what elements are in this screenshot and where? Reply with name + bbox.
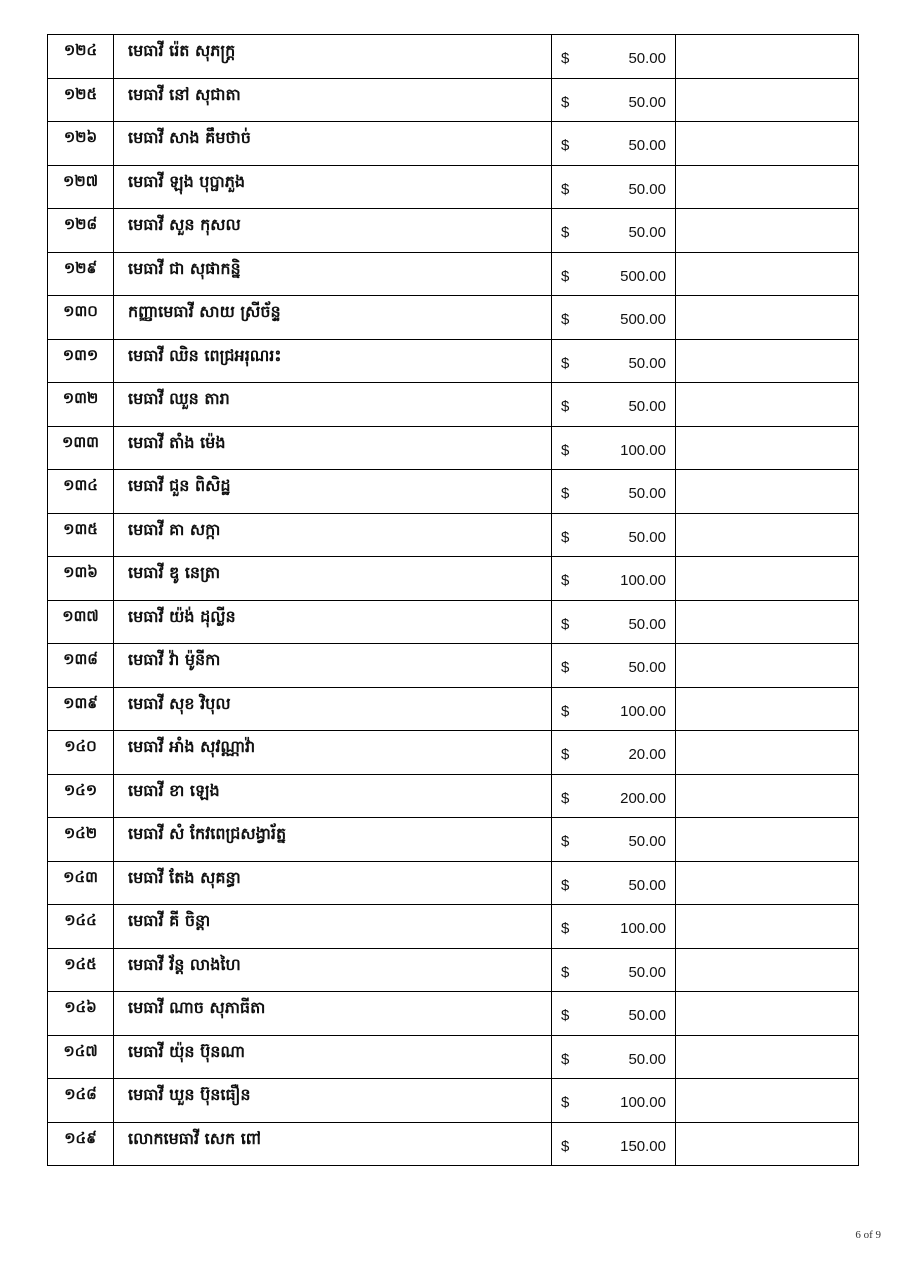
table-row bbox=[48, 774, 859, 818]
currency-symbol: $ bbox=[561, 702, 570, 720]
row-number: ១៤៩ bbox=[48, 1122, 114, 1166]
donor-name: មេធាវី រ៉េត សុភក្រ្ត bbox=[114, 35, 552, 79]
currency-symbol: $ bbox=[561, 441, 570, 459]
donation-amount: 100.00 bbox=[620, 920, 666, 937]
table-row bbox=[48, 383, 859, 427]
table-row bbox=[48, 426, 859, 470]
donation-amount-cell bbox=[552, 774, 676, 818]
table-row bbox=[48, 470, 859, 514]
donation-amount: 50.00 bbox=[628, 833, 666, 850]
donation-amount-cell bbox=[552, 1035, 676, 1079]
donation-amount: 50.00 bbox=[628, 224, 666, 241]
note-cell bbox=[676, 818, 859, 862]
currency-symbol: $ bbox=[561, 615, 570, 633]
currency-symbol: $ bbox=[561, 920, 570, 937]
donation-amount-cell bbox=[552, 600, 676, 644]
row-number: ១៣៧ bbox=[48, 600, 114, 644]
donation-amount: 50.00 bbox=[628, 1007, 666, 1024]
donor-name: មេធាវី នៅ សុជាតា bbox=[114, 78, 552, 122]
note-cell bbox=[676, 1122, 859, 1166]
note-cell bbox=[676, 687, 859, 731]
donor-name: មេធាវី គា សក្កា bbox=[114, 513, 552, 557]
donation-amount-cell bbox=[552, 513, 676, 557]
currency-symbol: $ bbox=[561, 180, 570, 198]
row-number: ១២៨ bbox=[48, 209, 114, 253]
donation-amount-cell bbox=[552, 339, 676, 383]
donation-amount: 50.00 bbox=[628, 1050, 666, 1068]
note-cell bbox=[676, 296, 859, 340]
currency-symbol: $ bbox=[561, 1007, 570, 1024]
donor-name: មេធាវី វ័ន្ត លាងហៃ bbox=[114, 948, 552, 992]
donation-amount: 50.00 bbox=[628, 485, 666, 502]
donation-amount: 200.00 bbox=[620, 789, 666, 807]
donation-amount-cell bbox=[552, 644, 676, 688]
donation-amount-cell bbox=[552, 426, 676, 470]
note-cell bbox=[676, 383, 859, 427]
donor-name: មេធាវី វ៉ា ម៉ូនីកា bbox=[114, 644, 552, 688]
currency-symbol: $ bbox=[561, 659, 570, 676]
row-number: ១៤៧ bbox=[48, 1035, 114, 1079]
table-row bbox=[48, 992, 859, 1036]
currency-symbol: $ bbox=[561, 789, 570, 807]
note-cell bbox=[676, 731, 859, 775]
page-number: 6 of 9 bbox=[855, 1229, 881, 1241]
currency-symbol: $ bbox=[561, 1050, 570, 1068]
note-cell bbox=[676, 905, 859, 949]
row-number: ១៤០ bbox=[48, 731, 114, 775]
donation-amount-cell bbox=[552, 557, 676, 601]
note-cell bbox=[676, 426, 859, 470]
donation-amount: 100.00 bbox=[620, 572, 666, 589]
table-row bbox=[48, 1079, 859, 1123]
donor-name: មេធាវី ឈួន តារា bbox=[114, 383, 552, 427]
donation-amount: 50.00 bbox=[628, 50, 666, 67]
donation-amount: 20.00 bbox=[628, 746, 666, 763]
donation-amount: 500.00 bbox=[620, 311, 666, 328]
currency-symbol: $ bbox=[561, 1137, 570, 1155]
donor-name: លោកមេធាវី សេក ពៅ bbox=[114, 1122, 552, 1166]
currency-symbol: $ bbox=[561, 354, 570, 372]
row-number: ១២៦ bbox=[48, 122, 114, 166]
row-number: ១៣៥ bbox=[48, 513, 114, 557]
row-number: ១៤១ bbox=[48, 774, 114, 818]
row-number: ១២៤ bbox=[48, 35, 114, 79]
donor-name: មេធាវី ឌូ នេត្រា bbox=[114, 557, 552, 601]
donor-name: មេធាវី យ៉ង់ ដុល្លីន bbox=[114, 600, 552, 644]
donor-table-body bbox=[48, 35, 859, 1166]
table-row bbox=[48, 731, 859, 775]
currency-symbol: $ bbox=[561, 528, 570, 546]
note-cell bbox=[676, 644, 859, 688]
donation-amount-cell bbox=[552, 122, 676, 166]
donor-name: មេធាវី សាង គឹមថាច់ bbox=[114, 122, 552, 166]
table-row bbox=[48, 687, 859, 731]
donor-name: កញ្ញាមេធាវី សាយ ស្រីច័ន្ទ bbox=[114, 296, 552, 340]
donation-amount: 100.00 bbox=[620, 702, 666, 720]
donation-amount: 100.00 bbox=[620, 1094, 666, 1111]
donor-name: មេធាវី សំ កែវពេជ្រសង្វារ័ត្ន bbox=[114, 818, 552, 862]
donor-name: មេធាវី ជួន ពិសិដ្ឋ bbox=[114, 470, 552, 514]
currency-symbol: $ bbox=[561, 572, 570, 589]
note-cell bbox=[676, 122, 859, 166]
table-row bbox=[48, 296, 859, 340]
donation-amount-cell bbox=[552, 731, 676, 775]
donation-amount: 50.00 bbox=[628, 137, 666, 154]
note-cell bbox=[676, 1035, 859, 1079]
row-number: ១៣៦ bbox=[48, 557, 114, 601]
donation-amount-cell bbox=[552, 35, 676, 79]
row-number: ១៤៤ bbox=[48, 905, 114, 949]
note-cell bbox=[676, 600, 859, 644]
row-number: ១៣១ bbox=[48, 339, 114, 383]
currency-symbol: $ bbox=[561, 50, 570, 67]
currency-symbol: $ bbox=[561, 746, 570, 763]
row-number: ១៣៨ bbox=[48, 644, 114, 688]
donor-name: មេធាវី យ៉ុន ប៊ុនណា bbox=[114, 1035, 552, 1079]
donation-amount: 100.00 bbox=[620, 441, 666, 459]
currency-symbol: $ bbox=[561, 93, 570, 111]
row-number: ១៤៦ bbox=[48, 992, 114, 1036]
note-cell bbox=[676, 557, 859, 601]
row-number: ១៣៤ bbox=[48, 470, 114, 514]
donor-name: មេធាវី គី ចិន្តា bbox=[114, 905, 552, 949]
donation-amount-cell bbox=[552, 687, 676, 731]
table-row bbox=[48, 818, 859, 862]
table-row bbox=[48, 165, 859, 209]
donor-name: មេធាវី ខា ឡេង bbox=[114, 774, 552, 818]
row-number: ១២៧ bbox=[48, 165, 114, 209]
donation-amount: 50.00 bbox=[628, 615, 666, 633]
donation-amount-cell bbox=[552, 383, 676, 427]
donor-name: មេធាវី ឡុង បុប្ផាភួង bbox=[114, 165, 552, 209]
note-cell bbox=[676, 774, 859, 818]
donation-amount-cell bbox=[552, 296, 676, 340]
donation-amount-cell bbox=[552, 1079, 676, 1123]
currency-symbol: $ bbox=[561, 224, 570, 241]
row-number: ១៣០ bbox=[48, 296, 114, 340]
donation-amount: 50.00 bbox=[628, 93, 666, 111]
donation-amount: 150.00 bbox=[620, 1137, 666, 1155]
donation-amount-cell bbox=[552, 948, 676, 992]
note-cell bbox=[676, 209, 859, 253]
currency-symbol: $ bbox=[561, 485, 570, 502]
donation-amount: 50.00 bbox=[628, 354, 666, 372]
donation-amount: 50.00 bbox=[628, 398, 666, 415]
table-row bbox=[48, 557, 859, 601]
donor-name: មេធាវី ឃួន ប៊ុនធឿន bbox=[114, 1079, 552, 1123]
donor-name: មេធាវី អាំង សុវណ្ណាវ៉ា bbox=[114, 731, 552, 775]
row-number: ១៣៩ bbox=[48, 687, 114, 731]
donor-name: មេធាវី តែង សុគន្ធា bbox=[114, 861, 552, 905]
currency-symbol: $ bbox=[561, 398, 570, 415]
donation-amount-cell bbox=[552, 905, 676, 949]
currency-symbol: $ bbox=[561, 311, 570, 328]
note-cell bbox=[676, 948, 859, 992]
row-number: ១៣២ bbox=[48, 383, 114, 427]
donation-amount-cell bbox=[552, 992, 676, 1036]
table-row bbox=[48, 861, 859, 905]
note-cell bbox=[676, 78, 859, 122]
note-cell bbox=[676, 861, 859, 905]
donation-amount: 50.00 bbox=[628, 963, 666, 981]
donor-name: មេធាវី ឈិន ពេជ្រអរុណរះ bbox=[114, 339, 552, 383]
row-number: ១៤២ bbox=[48, 818, 114, 862]
table-row bbox=[48, 209, 859, 253]
table-row bbox=[48, 948, 859, 992]
currency-symbol: $ bbox=[561, 137, 570, 154]
note-cell bbox=[676, 513, 859, 557]
donation-amount-cell bbox=[552, 209, 676, 253]
donation-amount-cell bbox=[552, 78, 676, 122]
row-number: ១៣៣ bbox=[48, 426, 114, 470]
note-cell bbox=[676, 35, 859, 79]
donation-amount-cell bbox=[552, 1122, 676, 1166]
donation-amount: 50.00 bbox=[628, 659, 666, 676]
donation-amount-cell bbox=[552, 861, 676, 905]
currency-symbol: $ bbox=[561, 963, 570, 981]
table-row bbox=[48, 78, 859, 122]
table-row bbox=[48, 644, 859, 688]
currency-symbol: $ bbox=[561, 876, 570, 894]
table-row bbox=[48, 1035, 859, 1079]
currency-symbol: $ bbox=[561, 833, 570, 850]
note-cell bbox=[676, 165, 859, 209]
table-row bbox=[48, 905, 859, 949]
donor-name: មេធាវី ណាច សុភាធីតា bbox=[114, 992, 552, 1036]
note-cell bbox=[676, 470, 859, 514]
donation-amount: 50.00 bbox=[628, 180, 666, 198]
donor-name: មេធាវី សុខ វិបុល bbox=[114, 687, 552, 731]
row-number: ១២៩ bbox=[48, 252, 114, 296]
table-row bbox=[48, 513, 859, 557]
donor-name: មេធាវី សួន កុសល bbox=[114, 209, 552, 253]
donor-name: មេធាវី ជា សុផាកន្និ bbox=[114, 252, 552, 296]
donation-amount: 50.00 bbox=[628, 528, 666, 546]
table-row bbox=[48, 252, 859, 296]
donation-amount-cell bbox=[552, 165, 676, 209]
donation-amount-cell bbox=[552, 252, 676, 296]
donation-amount-cell bbox=[552, 818, 676, 862]
row-number: ១៤៨ bbox=[48, 1079, 114, 1123]
currency-symbol: $ bbox=[561, 1094, 570, 1111]
note-cell bbox=[676, 339, 859, 383]
note-cell bbox=[676, 1079, 859, 1123]
table-row bbox=[48, 600, 859, 644]
table-row bbox=[48, 35, 859, 79]
note-cell bbox=[676, 992, 859, 1036]
row-number: ១៤៣ bbox=[48, 861, 114, 905]
table-row bbox=[48, 339, 859, 383]
currency-symbol: $ bbox=[561, 267, 570, 285]
row-number: ១២៥ bbox=[48, 78, 114, 122]
row-number: ១៤៥ bbox=[48, 948, 114, 992]
donor-table bbox=[47, 34, 859, 1166]
donation-amount: 50.00 bbox=[628, 876, 666, 894]
donor-name: មេធាវី តាំង ម៉េង bbox=[114, 426, 552, 470]
note-cell bbox=[676, 252, 859, 296]
donation-amount-cell bbox=[552, 470, 676, 514]
table-row bbox=[48, 1122, 859, 1166]
donation-amount: 500.00 bbox=[620, 267, 666, 285]
table-row bbox=[48, 122, 859, 166]
